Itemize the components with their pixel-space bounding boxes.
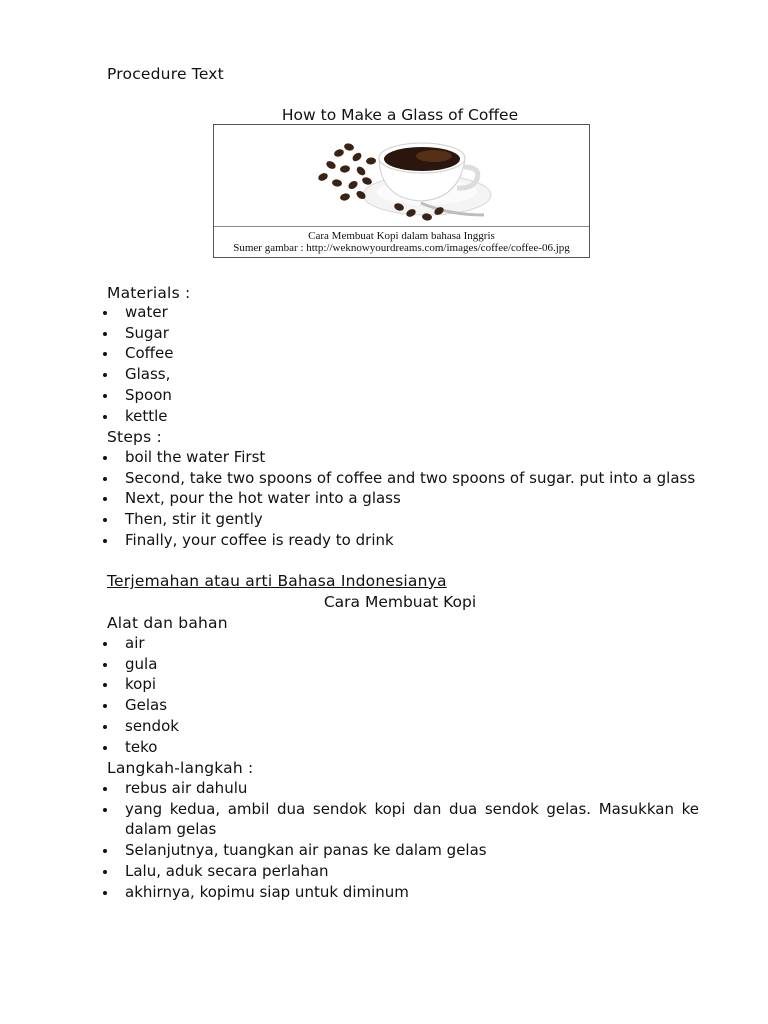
list-item: Glass,	[107, 364, 707, 385]
materials-list	[107, 302, 707, 426]
coffee-figure	[213, 124, 590, 258]
document-title: How to Make a Glass of Coffee	[281, 106, 519, 124]
steps-id-list	[107, 778, 699, 902]
list-item: kopi	[107, 674, 707, 695]
materials-heading: Materials :	[107, 284, 191, 302]
list-item: Finally, your coffee is ready to drink	[107, 530, 699, 551]
list-item: Then, stir it gently	[107, 509, 699, 530]
tools-list	[107, 633, 707, 757]
figure-caption-divider	[214, 226, 589, 227]
list-item: Spoon	[107, 385, 707, 406]
figure-source: Sumer gambar : http://weknowyourdreams.com/images/coffee/coffee-06.jpg	[233, 242, 570, 254]
steps-list	[107, 447, 699, 551]
translation-title: Cara Membuat Kopi	[323, 593, 477, 611]
tools-heading: Alat dan bahan	[107, 614, 228, 632]
list-item: Next, pour the hot water into a glass	[107, 488, 699, 509]
list-item: sendok	[107, 716, 707, 737]
list-item: rebus air dahulu	[107, 778, 699, 799]
steps-id-heading: Langkah-langkah :	[107, 759, 254, 777]
figure-caption: Cara Membuat Kopi dalam bahasa Inggris	[308, 230, 495, 242]
list-item: yang kedua, ambil dua sendok kopi dan dua sendok gelas. Masukkan ke dalam gelas	[107, 799, 699, 840]
list-item: boil the water First	[107, 447, 699, 468]
list-item: Selanjutnya, tuangkan air panas ke dalam gelas	[107, 840, 699, 861]
list-item: gula	[107, 654, 707, 675]
list-item: Coffee	[107, 343, 707, 364]
list-item: teko	[107, 737, 707, 758]
list-item: Second, take two spoons of coffee and two spoons of sugar. put into a glass	[107, 468, 699, 489]
list-item: akhirnya, kopimu siap untuk diminum	[107, 882, 699, 903]
list-item: Gelas	[107, 695, 707, 716]
document-type-label: Procedure Text	[107, 65, 224, 83]
list-item: Sugar	[107, 323, 707, 344]
list-item: Lalu, aduk secara perlahan	[107, 861, 699, 882]
coffee-cup-image	[309, 131, 499, 227]
steps-heading: Steps :	[107, 428, 162, 446]
list-item: air	[107, 633, 707, 654]
list-item: water	[107, 302, 707, 323]
translation-heading: Terjemahan atau arti Bahasa Indonesianya	[107, 572, 447, 590]
list-item: kettle	[107, 406, 707, 427]
